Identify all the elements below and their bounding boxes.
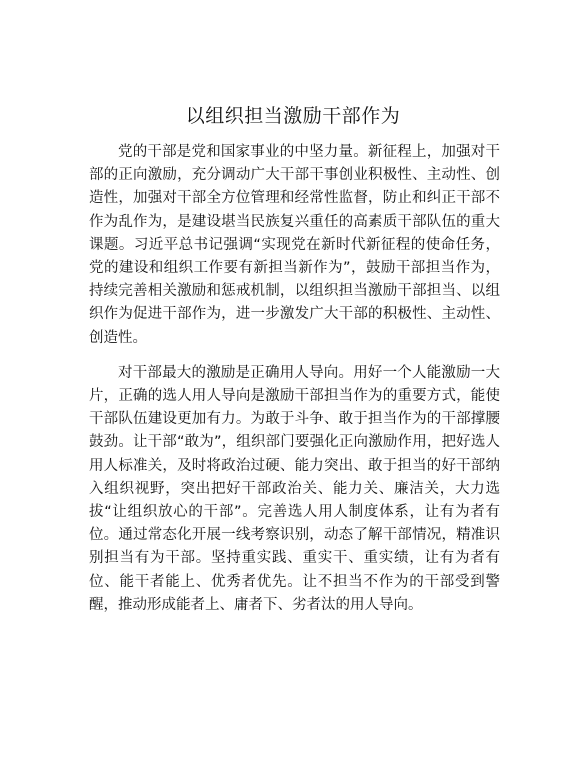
document-body [89,141,500,617]
paragraph-1: 党的干部是党和国家事业的中坚力量。新征程上，加强对干部的正向激励，充分调动广大干部干事创业积极性、主动性、创造性，加强对干部全方位管理和经常性监督，防止和纠正干部不作为乱作为，是建设堪当民族复兴重任的高素质干部队伍的重大课题。习近平总书记强调“实现党在新时代新征程的使命任务，党的建设和组织工作要有新担当新作为”，鼓励干部担当作为，持续完善相关激励和惩戒机制，以组织担当激励干部担当、以组织作为促进干部作为，进一步激发广大干部的积极性、主动性、创造性。 [89,144,500,346]
document-title: 以组织担当激励干部作为 [185,105,401,127]
paragraph-2: 对干部最大的激励是正确用人导向。用好一个人能激励一大片，正确的选人用人导向是激励干部担当作为的重要方式，能使干部队伍建设更加有力。为敢于斗争、敢于担当作为的干部撑腰鼓劲。让干部“敢为”，组织部门要强化正向激励作用，把好选人用人标准关，及时将政治过硬、能力突出、敢于担当的好干部纳入组织视野，突出把好干部政治关、能力关、廉洁关，大力选拔“让组织放心的干部”。完善选人用人制度体系，让有为者有位。通过常态化开展一线考察识别，动态了解干部情况，精准识别担当有为干部。坚持重实践、重实干、重实绩，让有为者有位、能干者能上、优秀者优先。让不担当不作为的干部受到警醒，推动形成能者上、庸者下、劣者汰的用人导向。 [89,364,500,613]
